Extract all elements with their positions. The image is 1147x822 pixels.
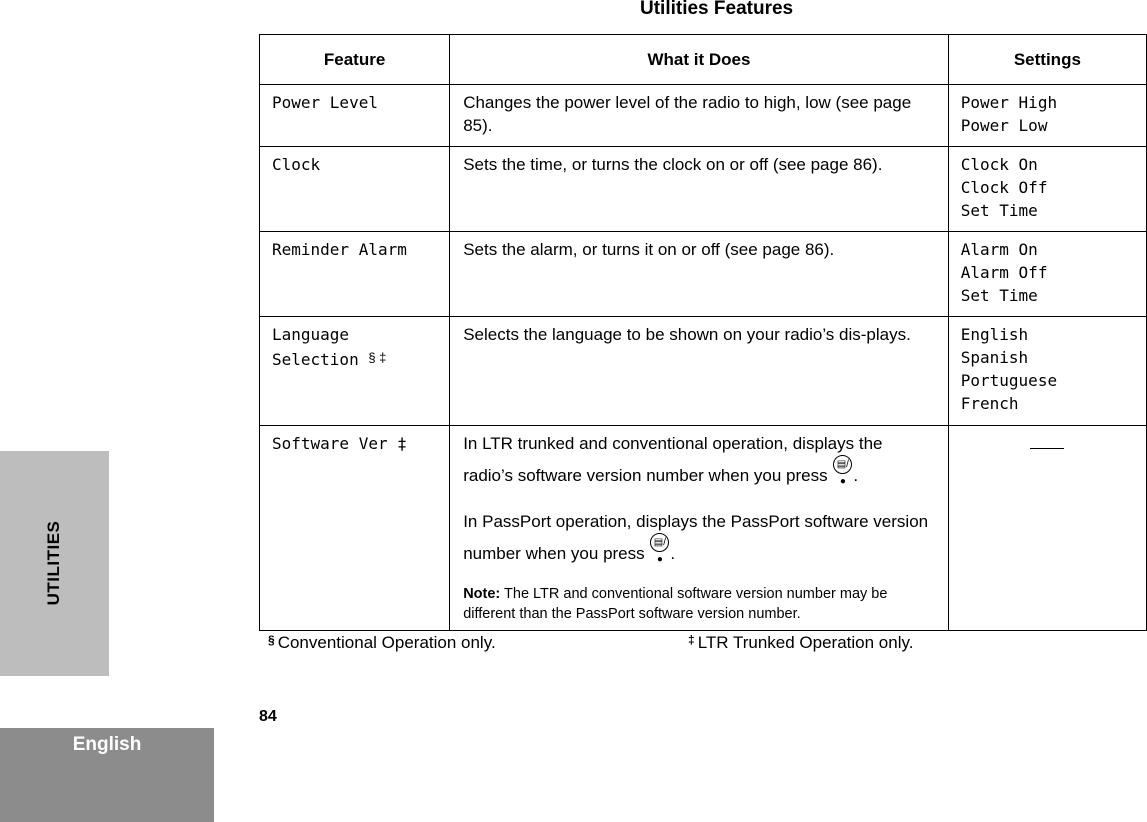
table-header-row bbox=[260, 35, 1147, 85]
description-cell: Sets the alarm, or turns it on or off (see page 86). bbox=[450, 232, 949, 317]
page-number: 84 bbox=[259, 708, 277, 725]
feature-name: Software Ver bbox=[272, 434, 388, 453]
utilities-features-table bbox=[259, 34, 1147, 631]
setting-option: Clock On bbox=[960, 155, 1038, 174]
empty-setting-dash bbox=[1030, 448, 1064, 449]
feature-cell: Reminder Alarm bbox=[260, 232, 450, 317]
setting-option: Spanish bbox=[960, 348, 1029, 367]
dagger-mark: ‡ bbox=[688, 633, 695, 647]
paragraph-text: In PassPort operation, displays the PassPort software version number when you press bbox=[463, 512, 929, 563]
feature-cell bbox=[260, 317, 450, 426]
description-paragraph bbox=[463, 510, 930, 565]
section-mark: § bbox=[268, 633, 275, 647]
feature-cell: Power Level bbox=[260, 85, 450, 147]
side-tab-label: UTILITIES bbox=[44, 520, 63, 606]
footnote-marks: § ‡ bbox=[368, 350, 387, 365]
feature-cell bbox=[260, 426, 450, 631]
settings-cell bbox=[948, 147, 1146, 232]
setting-option: Power Low bbox=[960, 116, 1048, 135]
description-cell bbox=[450, 426, 949, 631]
setting-option: Alarm Off bbox=[960, 263, 1048, 282]
feature-name-line: Language bbox=[272, 325, 350, 344]
settings-cell bbox=[948, 426, 1146, 631]
setting-option: Alarm On bbox=[960, 240, 1038, 259]
description-cell: Sets the time, or turns the clock on or off (see page 86). bbox=[450, 147, 949, 232]
language-tab-label: English bbox=[72, 734, 142, 755]
settings-cell bbox=[948, 85, 1146, 147]
feature-name-line bbox=[272, 346, 437, 371]
header-settings: Settings bbox=[948, 35, 1146, 85]
language-tab bbox=[0, 728, 214, 822]
note bbox=[463, 584, 930, 624]
setting-option: Clock Off bbox=[960, 178, 1048, 197]
note-text: The LTR and conventional software version number may be different than the PassPort software version number. bbox=[463, 586, 888, 622]
footnote-text: LTR Trunked Operation only. bbox=[697, 633, 914, 652]
table-row bbox=[260, 426, 1147, 631]
setting-option: English bbox=[960, 325, 1029, 344]
description-paragraph bbox=[463, 432, 930, 487]
paragraph-text: In LTR trunked and conventional operation, displays the radio’s software version number when you press bbox=[463, 434, 883, 485]
side-tab-utilities bbox=[0, 451, 109, 676]
menu-select-key-icon: ▤/● bbox=[650, 533, 669, 552]
period: . bbox=[670, 544, 676, 563]
footnote-text: Conventional Operation only. bbox=[277, 633, 496, 652]
feature-name-part: Selection bbox=[272, 350, 359, 369]
setting-option: Set Time bbox=[960, 286, 1038, 305]
setting-option: Portuguese bbox=[960, 371, 1058, 390]
page-title: Utilities Features bbox=[640, 0, 794, 19]
setting-option: French bbox=[960, 394, 1019, 413]
setting-option: Set Time bbox=[960, 201, 1038, 220]
period: . bbox=[853, 466, 859, 485]
header-what-it-does: What it Does bbox=[450, 35, 949, 85]
feature-cell: Clock bbox=[260, 147, 450, 232]
footnote-conventional bbox=[268, 633, 496, 653]
setting-option: Power High bbox=[960, 93, 1058, 112]
note-label: Note: bbox=[463, 586, 501, 602]
table-row bbox=[260, 232, 1147, 317]
footnote-ltr-trunked bbox=[688, 633, 913, 653]
table-row bbox=[260, 85, 1147, 147]
description-cell: Changes the power level of the radio to high, low (see page 85). bbox=[450, 85, 949, 147]
description-cell: Selects the language to be shown on your radio’s dis-plays. bbox=[450, 317, 949, 426]
table-row bbox=[260, 147, 1147, 232]
header-feature: Feature bbox=[260, 35, 450, 85]
footnote-mark: ‡ bbox=[397, 434, 407, 453]
table-row bbox=[260, 317, 1147, 426]
menu-select-key-icon: ▤/● bbox=[833, 455, 852, 474]
settings-cell bbox=[948, 317, 1146, 426]
settings-cell bbox=[948, 232, 1146, 317]
